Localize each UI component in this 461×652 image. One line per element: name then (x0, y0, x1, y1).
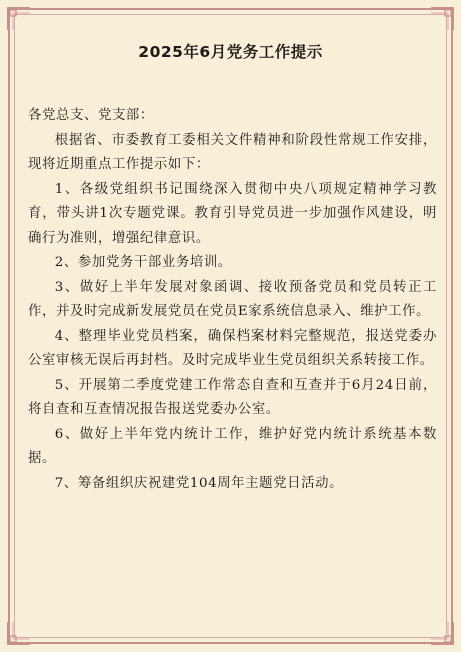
list-item: 7、筹备组织庆祝建党104周年主题党日活动。 (54, 475, 344, 491)
salutation: 各党总支、党支部： (28, 108, 154, 123)
notice-body (28, 104, 437, 496)
list-item: 2、参加党务干部业务培训。 (54, 255, 232, 270)
list-item: 6、做好上半年党内统计工作，维护好党内统计系统基本数据。 (28, 426, 437, 466)
corner-ornament-icon (429, 620, 455, 646)
list-item: 4、整理毕业党员档案，确保档案材料完整规范，报送党委办公室审核无误后再封档。及时完成毕业生党员组织关系转接工作。 (28, 328, 437, 368)
intro-paragraph: 根据省、市委教育工委相关文件精神和阶段性常规工作安排，现将近期重点工作提示如下： (28, 132, 437, 172)
list-item: 3、做好上半年发展对象函调、接收预备党员和党员转正工作，并及时完成新发展党员在党员E家系统信息录入、维护工作。 (28, 279, 437, 319)
corner-ornament-icon (429, 6, 455, 32)
page-title: 2025年6月党务工作提示 (138, 43, 323, 61)
list-item: 5、开展第二季度党建工作常态自查和互查并于6月24日前，将自查和互查情况报告报送党委办公室。 (28, 377, 437, 417)
corner-ornament-icon (6, 6, 32, 32)
list-item: 1、各级党组织书记围绕深入贯彻中央八项规定精神学习教育，带头讲1次专题党课。教育引导党员进一步加强作风建设，明确行为准则，增强纪律意识。 (28, 181, 437, 246)
corner-ornament-icon (6, 620, 32, 646)
